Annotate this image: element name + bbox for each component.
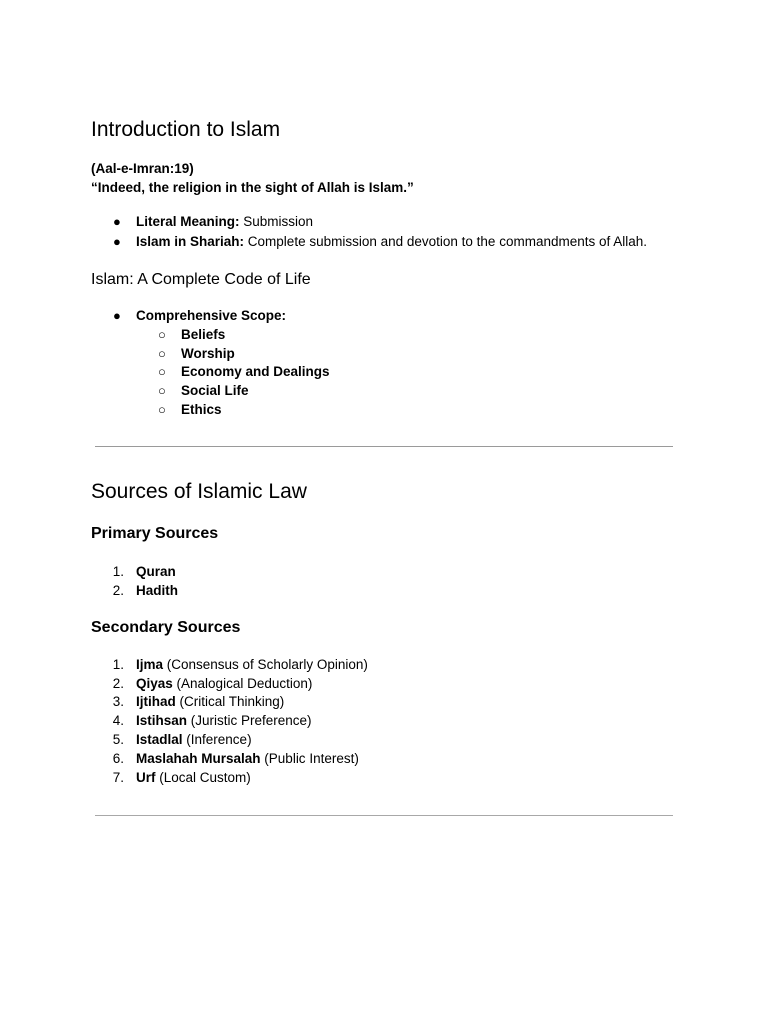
secondary-source-item [136,771,251,785]
bullet-term: Literal Meaning: [136,214,240,229]
source-description: (Consensus of Scholarly Opinion) [163,657,368,672]
source-description: (Local Custom) [155,770,251,785]
bullet-islam-in-shariah [136,235,647,249]
source-term: Istihsan [136,713,188,728]
source-term: Ijtihad [136,694,176,709]
sub-bullet-icon: ○ [158,346,166,361]
scope-item: Beliefs [181,327,226,342]
bullet-icon: ● [113,214,121,229]
list-number: 5. [112,732,124,747]
source-description: (Public Interest) [260,751,359,766]
section-divider [95,446,673,447]
bullet-icon: ● [113,308,121,323]
source-term: Ijma [136,657,164,672]
source-description: (Analogical Deduction) [172,676,313,691]
quran-reference: (Aal-e-Imran:19) [91,161,194,176]
sub-bullet-icon: ○ [158,327,166,342]
secondary-source-item [136,658,368,672]
source-term: Urf [136,770,156,785]
subheading-secondary-sources: Secondary Sources [91,619,241,636]
list-number: 1. [112,657,124,672]
source-term: Maslahah Mursalah [136,751,261,766]
sub-bullet-icon: ○ [158,402,166,417]
scope-label: Comprehensive Scope: [136,308,287,323]
secondary-source-item [136,695,284,709]
list-number: 6. [112,751,124,766]
source-description: (Inference) [182,732,252,747]
source-term: Istadlal [136,732,183,747]
bullet-literal-meaning [136,215,313,229]
scope-item: Economy and Dealings [181,364,330,379]
source-description: (Juristic Preference) [187,713,312,728]
list-number: 1. [112,564,124,579]
list-number: 7. [112,770,124,785]
sub-bullet-icon: ○ [158,364,166,379]
scope-item: Ethics [181,402,222,417]
source-term: Qiyas [136,676,173,691]
list-number: 2. [112,676,124,691]
bullet-text: Submission [239,214,314,229]
secondary-source-item [136,752,359,766]
primary-source-item: Hadith [136,583,178,598]
secondary-source-item [136,714,312,728]
list-number: 4. [112,713,124,728]
sub-bullet-icon: ○ [158,383,166,398]
bullet-icon: ● [113,234,121,249]
scope-item: Worship [181,346,235,361]
subheading-complete-code: Islam: A Complete Code of Life [91,271,311,288]
secondary-source-item [136,733,252,747]
section-title-introduction: Introduction to Islam [91,118,281,141]
subheading-primary-sources: Primary Sources [91,525,219,542]
section-divider [95,815,673,816]
primary-source-item: Quran [136,564,176,579]
source-description: (Critical Thinking) [175,694,285,709]
secondary-source-item [136,677,312,691]
scope-item: Social Life [181,383,249,398]
bullet-term: Islam in Shariah: [136,234,245,249]
list-number: 3. [112,694,124,709]
quran-quote: “Indeed, the religion in the sight of Allah is Islam.” [91,180,414,195]
section-title-sources: Sources of Islamic Law [91,480,307,503]
bullet-text: Complete submission and devotion to the commandments of Allah. [244,234,648,249]
list-number: 2. [112,583,124,598]
